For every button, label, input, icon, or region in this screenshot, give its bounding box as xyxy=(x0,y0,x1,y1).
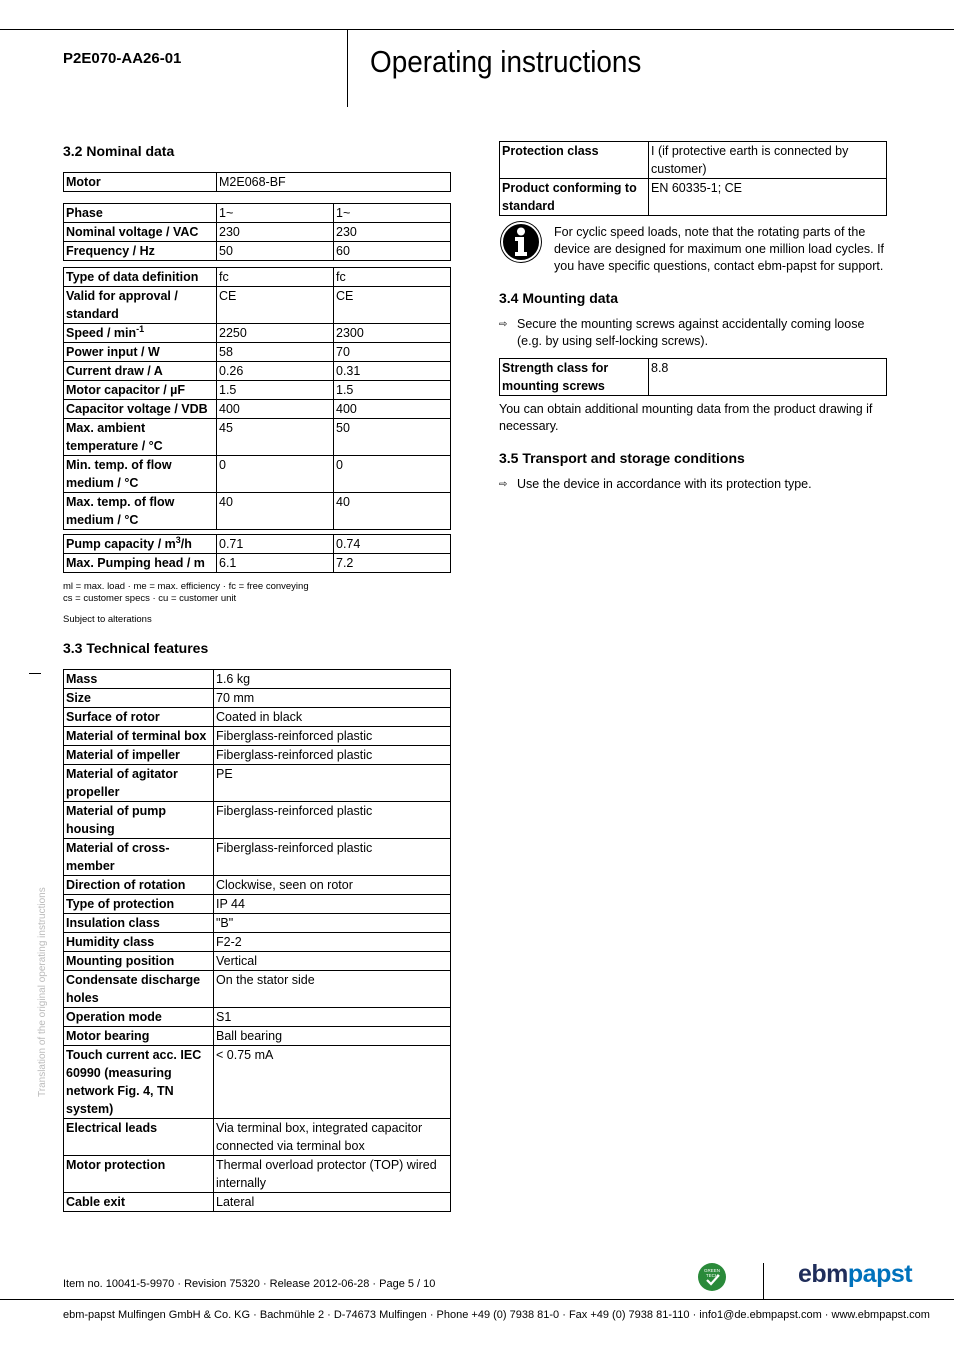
row-label: Type of protection xyxy=(64,895,214,914)
row-value: 400 xyxy=(217,400,334,419)
table-row xyxy=(500,142,887,179)
footer-rule xyxy=(0,1299,954,1300)
row-value: 6.1 xyxy=(217,554,334,573)
row-label: Touch current acc. IEC 60990 (measuring network Fig. 4, TN system) xyxy=(64,1046,214,1119)
fold-mark xyxy=(29,673,41,674)
row-label: Frequency / Hz xyxy=(64,242,217,261)
row-value: Ball bearing xyxy=(214,1027,451,1046)
ebmpapst-logo xyxy=(798,1260,912,1289)
row-value: Thermal overload protector (TOP) wired internally xyxy=(214,1156,451,1193)
row-label: Mass xyxy=(64,670,214,689)
table-row xyxy=(64,204,451,223)
table-row xyxy=(64,1027,451,1046)
row-value: 50 xyxy=(334,419,451,456)
row-value: IP 44 xyxy=(214,895,451,914)
row-label: Cable exit xyxy=(64,1193,214,1212)
table-row xyxy=(64,895,451,914)
row-label: Type of data definition xyxy=(64,268,217,287)
table-row xyxy=(64,343,451,362)
row-label: Current draw / A xyxy=(64,362,217,381)
table-row xyxy=(64,223,451,242)
row-value: 40 xyxy=(217,493,334,530)
row-label: Material of agitator propeller xyxy=(64,765,214,802)
info-icon xyxy=(500,221,542,263)
table-row xyxy=(64,381,451,400)
section-heading-mounting-data: 3.4 Mounting data xyxy=(499,290,618,306)
row-value: 40 xyxy=(334,493,451,530)
page-title: Operating instructions xyxy=(370,44,642,79)
unit-suffix: /h xyxy=(180,537,192,551)
row-label: Insulation class xyxy=(64,914,214,933)
table-row xyxy=(64,802,451,839)
table-row xyxy=(64,242,451,261)
row-value: F2-2 xyxy=(214,933,451,952)
row-value: 1.5 xyxy=(217,381,334,400)
technical-features-table xyxy=(63,669,451,1212)
strength-class-value: 8.8 xyxy=(649,359,887,396)
product-code: P2E070-AA26-01 xyxy=(63,50,182,67)
row-value: Fiberglass-reinforced plastic xyxy=(214,802,451,839)
legend-line-1: ml = max. load · me = max. efficiency · fc = free conveying xyxy=(63,581,309,592)
row-label: Nominal voltage / VAC xyxy=(64,223,217,242)
row-label: Surface of rotor xyxy=(64,708,214,727)
table-row xyxy=(500,179,887,216)
table-row xyxy=(64,933,451,952)
row-value: 70 mm xyxy=(214,689,451,708)
row-value: I (if protective earth is connected by customer) xyxy=(649,142,887,179)
row-label: Humidity class xyxy=(64,933,214,952)
row-value: fc xyxy=(334,268,451,287)
row-label: Product conforming to standard xyxy=(500,179,649,216)
table-row xyxy=(64,727,451,746)
row-value: CE xyxy=(217,287,334,324)
row-label: Phase xyxy=(64,204,217,223)
row-value: 50 xyxy=(217,242,334,261)
table-row xyxy=(64,670,451,689)
row-value: 230 xyxy=(217,223,334,242)
motor-table xyxy=(63,172,451,192)
greentech-icon xyxy=(698,1263,726,1291)
row-label: Max. ambient temperature / °C xyxy=(64,419,217,456)
table-row xyxy=(64,287,451,324)
row-label: Material of terminal box xyxy=(64,727,214,746)
row-value: Fiberglass-reinforced plastic xyxy=(214,746,451,765)
row-value: 0.71 xyxy=(217,535,334,554)
table-row xyxy=(64,765,451,802)
row-value: Vertical xyxy=(214,952,451,971)
transport-bullet xyxy=(499,476,887,493)
row-value: 0 xyxy=(334,456,451,493)
arrow-right-icon: ⇨ xyxy=(499,479,508,490)
table-row xyxy=(64,952,451,971)
logo-part-ebm: ebm xyxy=(798,1260,848,1288)
table-row xyxy=(64,708,451,727)
row-value: 0.26 xyxy=(217,362,334,381)
row-label: Max. temp. of flow medium / °C xyxy=(64,493,217,530)
row-label: Pump capacity / $m^3/h$ xyxy=(64,535,217,554)
table-row xyxy=(500,359,887,396)
info-note: For cyclic speed loads, note that the rotating parts of the device are designed for maximum one million load cycles. If you have specific questions, contact ebm-papst for support. xyxy=(554,225,885,273)
table-row xyxy=(64,173,451,192)
row-value: 60 xyxy=(334,242,451,261)
table-row xyxy=(64,914,451,933)
greentech-line2: TECH xyxy=(705,1273,719,1278)
row-value: 1.6 kg xyxy=(214,670,451,689)
logo-part-papst: papst xyxy=(847,1260,913,1288)
row-label: Max. Pumping head / m xyxy=(64,554,217,573)
table-row xyxy=(64,493,451,530)
row-value: Clockwise, seen on rotor xyxy=(214,876,451,895)
row-label: Motor capacitor / µF xyxy=(64,381,217,400)
row-value: 1.5 xyxy=(334,381,451,400)
row-label: Condensate discharge holes xyxy=(64,971,214,1008)
nominal-table-electrical xyxy=(63,203,451,261)
row-value: PE xyxy=(214,765,451,802)
row-label: Power input / W xyxy=(64,343,217,362)
transport-bullet-text: Use the device in accordance with its protection type. xyxy=(517,477,812,491)
row-value: Fiberglass-reinforced plastic xyxy=(214,839,451,876)
row-value: 1~ xyxy=(217,204,334,223)
row-value: < 0.75 mA xyxy=(214,1046,451,1119)
row-value: 2250 xyxy=(217,324,334,343)
row-label: Size xyxy=(64,689,214,708)
footer-logo-divider xyxy=(763,1263,764,1299)
footer-item-info: Item no. 10041-5-9970 · Revision 75320 · Release 2012-06-28 · Page 5 / 10 xyxy=(63,1278,436,1290)
table-row xyxy=(64,400,451,419)
table-row xyxy=(64,746,451,765)
protection-table xyxy=(499,141,887,216)
mounting-bullet xyxy=(499,316,887,350)
table-row xyxy=(64,419,451,456)
table-row xyxy=(64,1119,451,1156)
row-value: CE xyxy=(334,287,451,324)
row-value: 0.31 xyxy=(334,362,451,381)
row-label: Material of cross-member xyxy=(64,839,214,876)
section-heading-technical-features: 3.3 Technical features xyxy=(63,640,209,656)
table-row xyxy=(64,535,451,554)
row-value: 7.2 xyxy=(334,554,451,573)
row-value: 70 xyxy=(334,343,451,362)
row-label: Material of pump housing xyxy=(64,802,214,839)
table-row xyxy=(64,362,451,381)
side-note: Translation of the original operating instructions xyxy=(37,887,48,1097)
greentech-line1: GREEN xyxy=(703,1268,721,1273)
subject-to-alterations: Subject to alterations xyxy=(63,614,152,625)
table-row xyxy=(64,1156,451,1193)
unit-superscript: 3 xyxy=(175,534,181,545)
table-row xyxy=(64,876,451,895)
row-label: Material of impeller xyxy=(64,746,214,765)
header-top-rule xyxy=(0,29,954,30)
row-value: 0.74 xyxy=(334,535,451,554)
strength-class-label: Strength class for mounting screws xyxy=(500,359,649,396)
row-value: "B" xyxy=(214,914,451,933)
arrow-right-icon: ⇨ xyxy=(499,319,508,330)
mounting-note: You can obtain additional mounting data from the product drawing if necessary. xyxy=(499,402,873,433)
row-label: Valid for approval / standard xyxy=(64,287,217,324)
table-row xyxy=(64,268,451,287)
row-label: Direction of rotation xyxy=(64,876,214,895)
row-value: 2300 xyxy=(334,324,451,343)
row-label: Mounting position xyxy=(64,952,214,971)
row-label: Min. temp. of flow medium / °C xyxy=(64,456,217,493)
section-heading-transport: 3.5 Transport and storage conditions xyxy=(499,450,745,466)
motor-value: M2E068-BF xyxy=(217,173,451,192)
row-label: Speed / $\min^{-1}$ xyxy=(64,324,217,343)
header-divider xyxy=(347,29,348,107)
row-label: Operation mode xyxy=(64,1008,214,1027)
table-row xyxy=(64,1046,451,1119)
table-row xyxy=(64,456,451,493)
table-row xyxy=(64,554,451,573)
row-label: Electrical leads xyxy=(64,1119,214,1156)
table-row xyxy=(64,839,451,876)
mounting-bullet-text: Secure the mounting screws against accidentally coming loose (e.g. by using self-locking screws). xyxy=(517,317,865,348)
row-value: EN 60335-1; CE xyxy=(649,179,887,216)
legend-line-2: cs = customer specs · cu = customer unit xyxy=(63,593,237,604)
nominal-table-operating xyxy=(63,267,451,530)
table-row xyxy=(64,689,451,708)
section-heading-nominal-data: 3.2 Nominal data xyxy=(63,143,175,159)
table-row xyxy=(64,1008,451,1027)
motor-label: Motor xyxy=(64,173,217,192)
row-value: On the stator side xyxy=(214,971,451,1008)
row-label: Capacitor voltage / VDB xyxy=(64,400,217,419)
table-row xyxy=(64,324,451,343)
row-value: 45 xyxy=(217,419,334,456)
row-label: Protection class xyxy=(500,142,649,179)
row-value: 58 xyxy=(217,343,334,362)
row-value: 230 xyxy=(334,223,451,242)
row-value: 0 xyxy=(217,456,334,493)
footer-company-info: ebm-papst Mulfingen GmbH & Co. KG · Bachmühle 2 · D-74673 Mulfingen · Phone +49 (0) 7938 81-0 · Fax +49 (0) 7938 81-110 · info1@de.ebmpapst.com · www.ebmpapst.com xyxy=(63,1309,930,1321)
unit-superscript: -1 xyxy=(136,323,145,334)
table-row xyxy=(64,1193,451,1212)
row-value: 1~ xyxy=(334,204,451,223)
strength-class-table xyxy=(499,358,887,396)
nominal-table-pump xyxy=(63,534,451,573)
row-value: Fiberglass-reinforced plastic xyxy=(214,727,451,746)
row-value: 400 xyxy=(334,400,451,419)
table-row xyxy=(64,971,451,1008)
row-value: Via terminal box, integrated capacitor connected via terminal box xyxy=(214,1119,451,1156)
row-value: fc xyxy=(217,268,334,287)
row-value: S1 xyxy=(214,1008,451,1027)
row-label: Motor bearing xyxy=(64,1027,214,1046)
row-value: Coated in black xyxy=(214,708,451,727)
row-value: Lateral xyxy=(214,1193,451,1212)
row-label: Motor protection xyxy=(64,1156,214,1193)
